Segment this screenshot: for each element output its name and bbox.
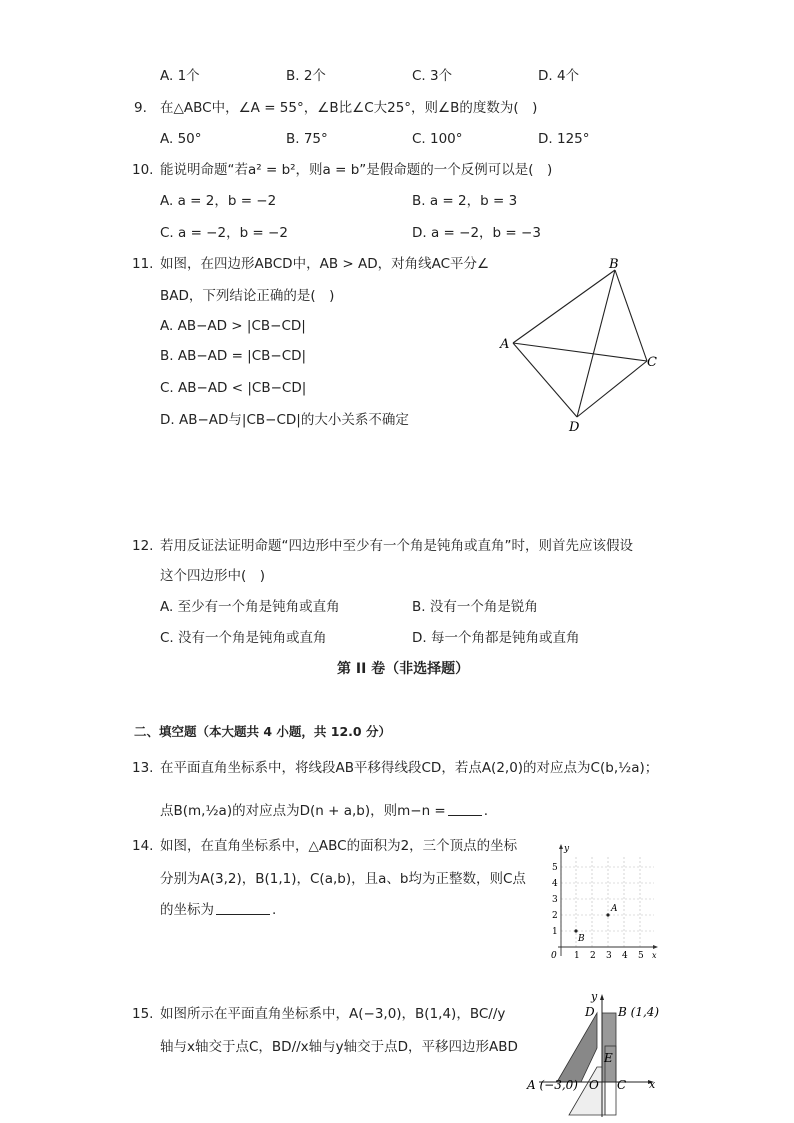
q10-option-c: C. a = −2，b = −2 xyxy=(160,225,288,241)
label-b: B (1,4) xyxy=(618,1005,660,1019)
y-tick-1: 1 xyxy=(552,927,558,937)
y-tick-5: 5 xyxy=(552,863,558,873)
parallelogram-abdc-shaded xyxy=(557,1013,597,1082)
q14-line2: 分别为A(3,2)，B(1,1)，C(a,b)，且a、b均为正整数，则C点 xyxy=(160,871,526,887)
label-d: D xyxy=(585,1005,595,1019)
q11-number: 11. xyxy=(132,256,154,272)
q14-line3-end: . xyxy=(272,902,277,918)
q12-option-d: D. 每一个角都是钝角或直角 xyxy=(412,630,580,646)
label-e: E xyxy=(604,1051,613,1065)
label-b: B xyxy=(609,257,619,272)
q9-option-b: B. 75° xyxy=(286,131,328,147)
q14-line3-text: 的坐标为 xyxy=(160,902,214,918)
point-b-label: B xyxy=(578,934,585,944)
label-c: C xyxy=(647,355,657,370)
q9-number: 9. xyxy=(134,100,147,116)
q8-option-c: C. 3个 xyxy=(412,68,453,84)
y-tick-4: 4 xyxy=(552,879,558,889)
q13-line2 xyxy=(160,803,488,819)
y-axis-arrow xyxy=(559,844,563,849)
q15-number: 15. xyxy=(132,1006,154,1022)
q12-stem-line2: 这个四边形中( ) xyxy=(160,568,266,584)
q11-option-b: B. AB−AD = |CB−CD| xyxy=(160,348,307,364)
q11-option-c: C. AB−AD < |CB−CD| xyxy=(160,380,307,396)
q11-option-a: A. AB−AD > |CB−CD| xyxy=(160,318,306,334)
q10-stem: 能说明命题“若a² = b²，则a = b”是假命题的一个反例可以是( ) xyxy=(160,162,553,178)
edge-bc xyxy=(615,270,647,361)
y-tick-2: 2 xyxy=(552,911,558,921)
q10-option-d: D. a = −2，b = −3 xyxy=(412,225,541,241)
y-axis-label: y xyxy=(564,844,570,854)
diagonal-bd xyxy=(577,270,615,417)
x-tick-1: 1 xyxy=(574,951,580,961)
x-tick-4: 4 xyxy=(622,951,628,961)
x-tick-3: 3 xyxy=(606,951,612,961)
q14-number: 14. xyxy=(132,838,154,854)
label-a: A xyxy=(500,337,510,352)
q14-line3 xyxy=(160,902,276,918)
x-tick-2: 2 xyxy=(590,951,596,961)
part2-title: 第 II 卷（非选择题） xyxy=(337,661,470,677)
q13-line2-text: 点B(m,½a)的对应点为D(n + a,b)，则m−n = xyxy=(160,803,446,819)
x-tick-5: 5 xyxy=(638,951,644,961)
y-tick-3: 3 xyxy=(552,895,558,905)
q8-option-d: D. 4个 xyxy=(538,68,580,84)
edge-ab xyxy=(513,270,615,343)
q10-number: 10. xyxy=(132,162,154,178)
q11-option-d: D. AB−AD与|CB−CD|的大小关系不确定 xyxy=(160,412,409,428)
q8-option-b: B. 2个 xyxy=(286,68,326,84)
q13-line2-end: . xyxy=(483,803,489,819)
q14-answer-blank[interactable] xyxy=(216,902,270,915)
point-b-marker xyxy=(574,929,577,932)
q9-stem: 在△ABC中，∠A = 55°，∠B比∠C大25°，则∠B的度数为( ) xyxy=(160,100,538,116)
q12-number: 12. xyxy=(132,538,154,554)
q10-option-a: A. a = 2，b = −2 xyxy=(160,193,277,209)
q13-answer-blank[interactable] xyxy=(448,803,482,816)
x-axis-label: x xyxy=(649,1078,656,1091)
q12-option-c: C. 没有一个角是钝角或直角 xyxy=(160,630,327,646)
q14-line1: 如图，在直角坐标系中，△ABC的面积为2，三个顶点的坐标 xyxy=(160,838,518,854)
q12-stem-line1: 若用反证法证明命题“四边形中至少有一个角是钝角或直角”时，则首先应该假设 xyxy=(160,538,633,554)
rectangle-dbce xyxy=(602,1013,616,1082)
q9-option-c: C. 100° xyxy=(412,131,463,147)
y-axis-label: y xyxy=(591,990,598,1003)
point-a-marker xyxy=(606,913,609,916)
point-a-label: A xyxy=(611,904,618,914)
x-axis-arrow xyxy=(653,945,658,949)
q11-stem-line1: 如图，在四边形ABCD中，AB > AD，对角线AC平分∠ xyxy=(160,256,490,272)
q9-option-d: D. 125° xyxy=(538,131,590,147)
q15-line2: 轴与x轴交于点C，BD//x轴与y轴交于点D，平移四边形ABD xyxy=(160,1039,518,1055)
label-c: C xyxy=(617,1078,627,1092)
label-d: D xyxy=(569,420,580,435)
q10-option-b: B. a = 2，b = 3 xyxy=(412,193,518,209)
q12-option-b: B. 没有一个角是锐角 xyxy=(412,599,538,615)
q8-option-a: A. 1个 xyxy=(160,68,200,84)
q11-quadrilateral-figure xyxy=(495,255,670,435)
grid-lines xyxy=(561,855,654,947)
label-o: O xyxy=(589,1078,599,1092)
edge-cd xyxy=(577,361,647,417)
q9-option-a: A. 50° xyxy=(160,131,202,147)
edge-da xyxy=(513,343,577,417)
section2-title: 二、填空题（本大题共 4 小题，共 12.0 分） xyxy=(134,724,391,739)
diagonal-ac xyxy=(513,343,647,361)
q15-coordinate-figure xyxy=(525,985,675,1119)
x-axis-label: x xyxy=(652,951,657,960)
q14-grid-figure xyxy=(540,838,665,963)
q12-option-a: A. 至少有一个角是钝角或直角 xyxy=(160,599,340,615)
q15-line1: 如图所示在平面直角坐标系中，A(−3,0)，B(1,4)，BC//y xyxy=(160,1006,506,1022)
label-a: A (−3,0) xyxy=(527,1078,578,1092)
q11-stem-line2: BAD，下列结论正确的是( ) xyxy=(160,288,335,304)
q13-line1: 在平面直角坐标系中，将线段AB平移得线段CD，若点A(2,0)的对应点为C(b,½a)； xyxy=(160,760,659,776)
origin-label: 0 xyxy=(551,951,557,961)
q13-number: 13. xyxy=(132,760,154,776)
y-axis-arrow xyxy=(600,994,604,1000)
